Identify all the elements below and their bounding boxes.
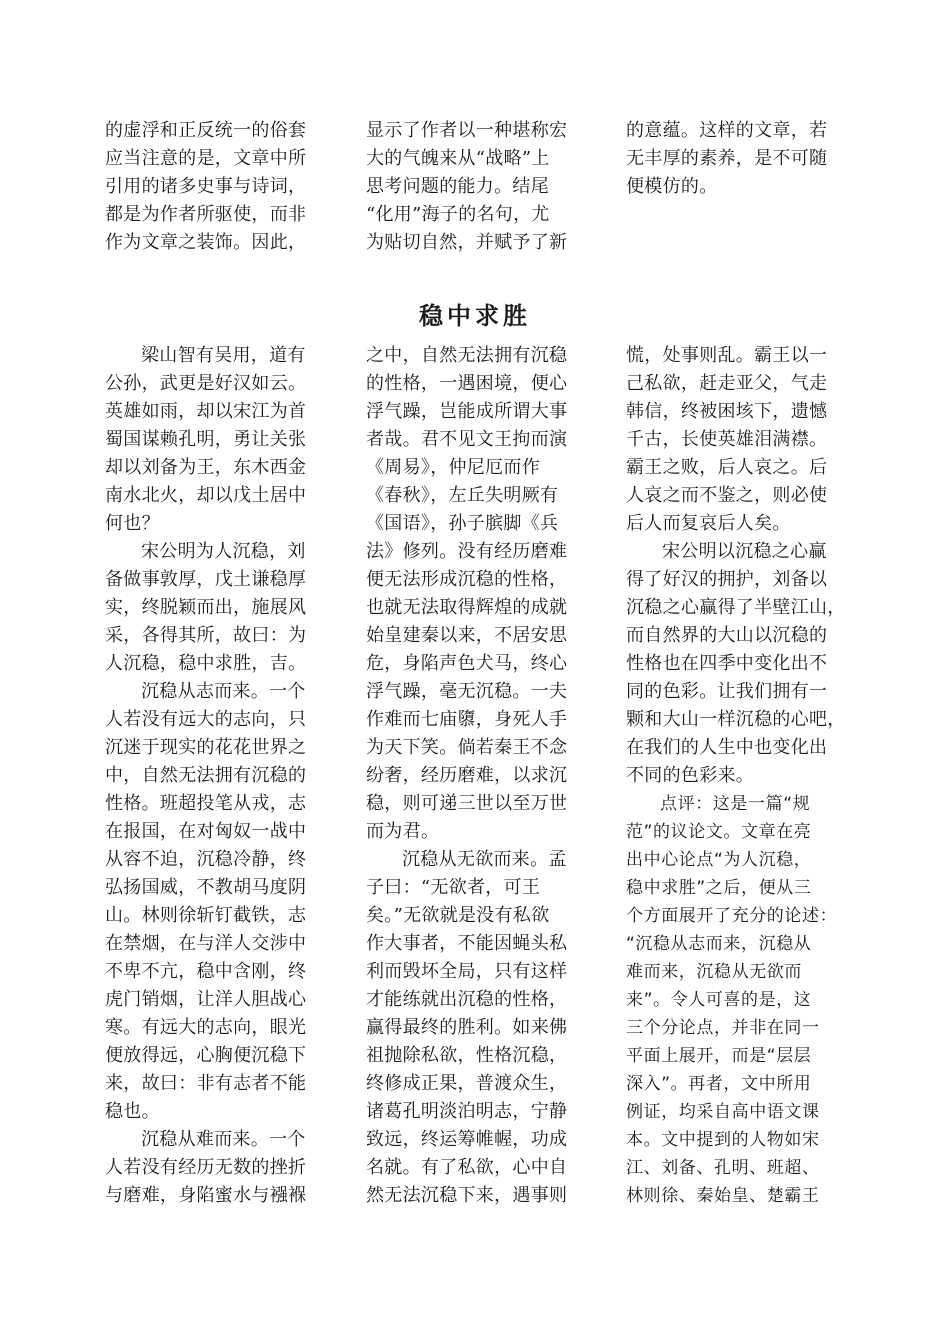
article-column-1 <box>105 342 333 1210</box>
prev-article-text: 的意蕴。这样的文章，若 无丰厚的素养，是不可随 便模仿的。 <box>626 120 828 197</box>
paragraph: 之中，自然无法拥有沉稳 的性格，一遇困境，便心 浮气躁，岂能成所谓大事 者哉。君不见文王拘而演 《周易》，仲尼厄而作 《春秋》，左丘失明厥有 《国语》，孙子膑脚《兵 法》修列。没有经历磨难 便无法形成沉稳的性格， 也就无法取得辉煌的成就 始皇建秦以来，不居安思 危，身陷声色犬马，终心 浮气躁，毫无沉稳。一夫 作难而七庙隳，身死人手 为天下笑。倘若秦王不念 纷奢，经历磨难，以求沉 稳，则可递三世以至万世 而为君。 <box>366 345 568 842</box>
article-column-2 <box>366 342 594 1210</box>
prev-article-column-3 <box>626 117 854 201</box>
paragraph: 沉稳从无欲而来。孟 子曰：“无欲者，可王 矣。”无欲就是没有私欲 作大事者，不能因蝇头私 利而毁坏全局，只有这样 才能练就出沉稳的性格， 赢得最终的胜利。如来佛 祖抛除私欲，性格沉稳， 终修成正果，普渡众生， 诸葛孔明淡泊明志，宁静 致远，终运筹帷幄，功成 名就。有了私欲，心中自 然无法沉稳下来，遇事则 <box>366 849 568 1206</box>
paragraph: 梁山智有吴用，道有 公孙，武更是好汉如云。 英雄如雨，却以宋江为首 蜀国谋赖孔明，勇让关张 却以刘备为王，东木西金 南水北火，却以戊土居中 何也？ <box>105 345 307 534</box>
article-title: 稳中求胜 <box>419 302 531 330</box>
paragraph: 沉稳从志而来。一个 人若没有远大的志向，只 沉迷于现实的花花世界之 中，自然无法拥有沉稳的 性格。班超投笔从戎，志 在报国，在对匈奴一战中 从容不迫，沉稳冷静，终 弘扬国威，不教胡马度阴 山。林则徐斩钉截铁，志 在禁烟，在与洋人交涉中 不卑不亢，稳中含刚，终 虎门销烟，让洋人胆战心 寒。有远大的志向，眼光 便放得远，心胸便沉稳下 来，故曰：非有志者不能 稳也。 <box>105 681 307 1122</box>
commentary-paragraph: 点评：这是一篇“规 范”的议论文。文章在亮 出中心论点“为人沉稳， 稳中求胜”之后，便从三 个方面展开了充分的论述： “沉稳从志而来，沉稳从 难而来，沉稳从无欲而 来”。令人可喜的是，这 三个分论点，并非在同一 平面上展开，而是“层层 深入”。再者，文中所用 例证，均采自高中语文课 本。文中提到的人物如宋 江、刘备、孔明、班超、 林则徐、秦始皇、楚霸王 <box>626 794 838 1206</box>
prev-article-text: 显示了作者以一种堪称宏 大的气魄来从“战略”上 思考问题的能力。结尾 “化用”海子的名句，尤 为贴切自然，并赋予了新 <box>366 120 568 253</box>
prev-article-text: 的虚浮和正反统一的俗套 应当注意的是，文章中所 引用的诸多史事与诗词， 都是为作者所驱使，而非 作为文章之装饰。因此， <box>105 120 307 253</box>
article-column-3 <box>626 342 854 1210</box>
paragraph: 宋公明以沉稳之心赢 得了好汉的拥护，刘备以 沉稳之心赢得了半壁江山， 而自然界的大山以沉稳的 性格也在四季中变化出不 同的色彩。让我们拥有一 颗和大山一样沉稳的心吧， 在我们的人生中也变化出 不同的色彩来。 <box>626 541 846 786</box>
paragraph: 宋公明为人沉稳，刘 备做事敦厚，戊土谦稳厚 实，终脱颖而出，施展风 采，各得其所，故曰：为 人沉稳，稳中求胜，吉。 <box>105 541 307 674</box>
prev-article-column-1 <box>105 117 333 257</box>
paragraph: 慌，处事则乱。霸王以一 己私欲，赶走亚父，气走 韩信，终被困垓下，遗憾 千古，长使英雄泪满襟。 霸王之败，后人哀之。后 人哀之而不鉴之，则必使 后人而复哀后人矣。 <box>626 345 828 534</box>
prev-article-column-2 <box>366 117 594 257</box>
paragraph: 沉稳从难而来。一个 人若没有经历无数的挫折 与磨难，身陷蜜水与襁褓 <box>105 1129 307 1206</box>
